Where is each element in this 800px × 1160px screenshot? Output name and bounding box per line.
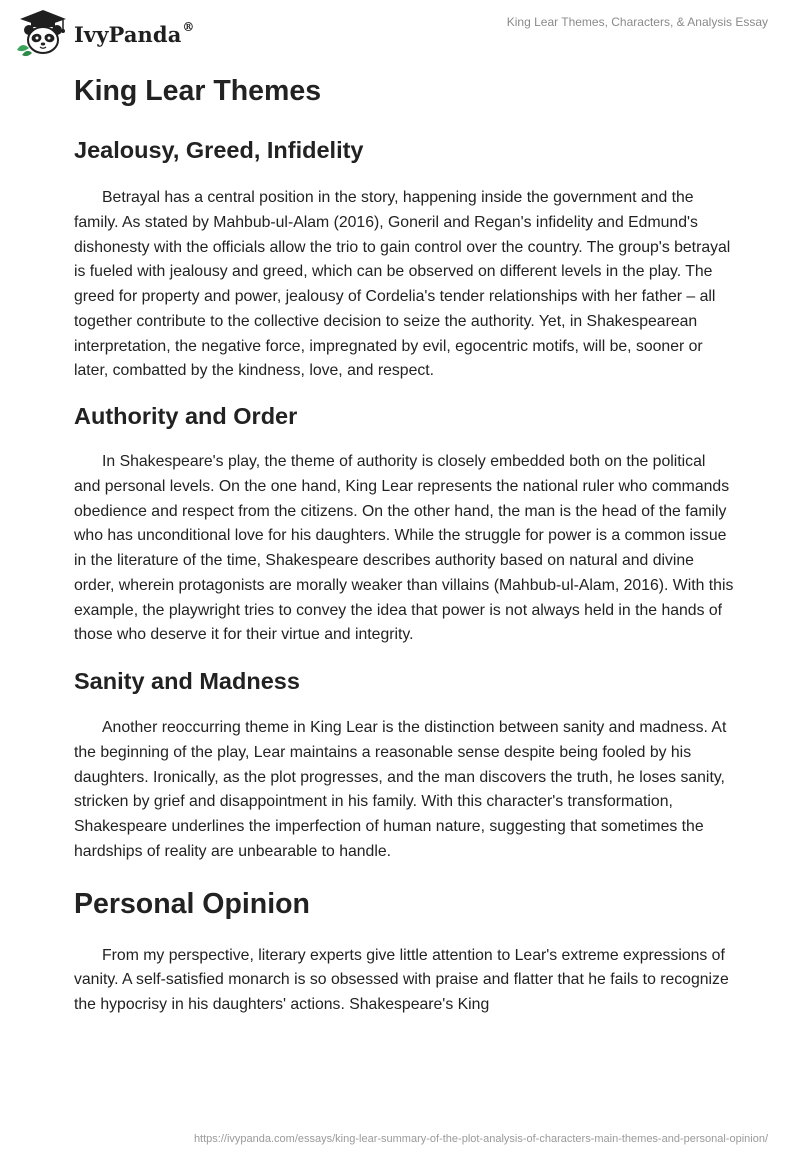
heading-personal-opinion: Personal Opinion — [74, 887, 310, 920]
source-url[interactable]: https://ivypanda.com/essays/king-lear-summary-of-the-plot-analysis-of-characters-main-themes-and-personal-opinion/ — [193, 1133, 768, 1145]
essay-content — [74, 70, 734, 1018]
panda-mascot-icon — [14, 8, 72, 58]
ivypanda-logo[interactable] — [14, 8, 195, 58]
heading-authority-and-order: Authority and Order — [74, 403, 298, 429]
paragraph-sanity: Another reoccurring theme in King Lear is the distinction between sanity and madness. At the beginning of the play, Lear maintains a reasonable sense despite being fooled by his daughters. Ironically, as the plot progresses, and the man discovers the truth, he loses sanity, stricken by grief and disappointment in his family. With this character's transformation, Shakespeare underlines the imperfection of human nature, suggesting that sometimes the hardships of reality are unbearable to handle. — [74, 719, 727, 860]
paragraph-authority: In Shakespeare's play, the theme of authority is closely embedded both on the political and personal levels. On the one hand, King Lear represents the national ruler who commands obedience and respect from the citizens. On the other hand, the man is the head of the family who has unconditional love for his daughters. While the struggle for power is a common issue in the literature of the time, Shakespeare describes authority based on natural and divine order, wherein protagonists are morally weaker than villains (Mahbub-ul-Alam, 2016). With this example, the playwright tries to convey the idea that power is not always held in the hands of those who deserve it for their virtue and integrity. — [74, 453, 734, 644]
page-header — [0, 0, 800, 60]
heading-jealousy-greed-infidelity: Jealousy, Greed, Infidelity — [74, 137, 364, 163]
paragraph-opinion: From my perspective, literary experts give little attention to Lear's extreme expressions of vanity. A self-satisfied monarch is so obsessed with praise and flatter that he fails to recognize the hypocrisy in his daughters' actions. Shakespeare's King — [74, 946, 729, 1013]
brand-name: IvyPanda® — [74, 19, 195, 47]
document-title: King Lear Themes, Characters, & Analysis Essay — [506, 15, 768, 29]
heading-sanity-and-madness: Sanity and Madness — [74, 668, 300, 694]
paragraph-jealousy: Betrayal has a central position in the story, happening inside the government and the family. As stated by Mahbub-ul-Alam (2016), Goneril and Regan's infidelity and Edmund's dishonesty with the officials allow the trio to gain control over the country. The group's betrayal is fueled with jealousy and greed, which can be observed on different levels in the play. The greed for property and power, jealousy of Cordelia's tender relationships with her father – all together contribute to the collective decision to seize the authority. Yet, in Shakespearean interpretation, the negative force, impregnated by evil, egocentric motifs, will be, sooner or later, combatted by the kindness, love, and respect. — [74, 189, 731, 380]
heading-king-lear-themes: King Lear Themes — [74, 75, 322, 107]
